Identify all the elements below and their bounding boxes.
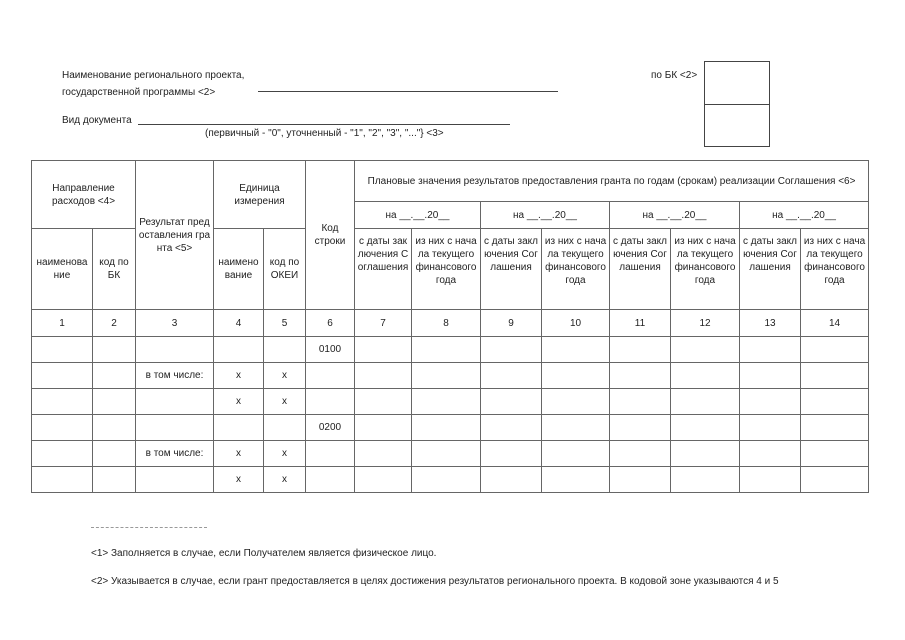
table-cell (542, 441, 610, 467)
period-header: на __.__.20__ (481, 202, 610, 229)
table-cell (264, 337, 306, 363)
column-number: 3 (136, 310, 214, 337)
table-cell (481, 467, 542, 493)
table-cell (355, 441, 412, 467)
column-number: 8 (412, 310, 481, 337)
table-cell (671, 337, 740, 363)
from-year-header: из них с начала текущего финансового года (542, 229, 610, 310)
table-cell: x (264, 467, 306, 493)
unit-code-header: код по ОКЕИ (264, 229, 306, 310)
table-cell (481, 337, 542, 363)
doc-type-line (138, 124, 510, 125)
table-cell (93, 363, 136, 389)
result-header: Результат предоставления гранта <5> (136, 161, 214, 310)
table-cell (32, 337, 93, 363)
table-cell (740, 389, 801, 415)
table-cell: x (264, 363, 306, 389)
table-cell (610, 389, 671, 415)
column-number: 2 (93, 310, 136, 337)
column-number: 9 (481, 310, 542, 337)
table-cell (412, 389, 481, 415)
period-header: на __.__.20__ (740, 202, 869, 229)
from-year-header: из них с начала текущего финансового года (801, 229, 869, 310)
doc-type-code-box (704, 104, 770, 147)
project-label: Наименование регионального проекта, (62, 70, 245, 81)
unit-header: Единица измерения (214, 161, 306, 229)
table-cell (412, 441, 481, 467)
column-number: 11 (610, 310, 671, 337)
column-number: 12 (671, 310, 740, 337)
table-cell (136, 467, 214, 493)
direction-name-header: наименование (32, 229, 93, 310)
table-cell (355, 415, 412, 441)
column-number: 1 (32, 310, 93, 337)
table-cell (355, 337, 412, 363)
table-cell (32, 389, 93, 415)
table-cell (801, 467, 869, 493)
from-date-header: с даты заключения Соглашения (481, 229, 542, 310)
column-number: 13 (740, 310, 801, 337)
direction-header: Направление расходов <4> (32, 161, 136, 229)
table-row (32, 389, 869, 415)
period-header: на __.__.20__ (610, 202, 740, 229)
from-date-header: с даты заключения Соглашения (610, 229, 671, 310)
table-row (32, 337, 869, 363)
table-cell (136, 389, 214, 415)
column-number: 5 (264, 310, 306, 337)
from-year-header: из них с начала текущего финансового года (671, 229, 740, 310)
table-cell (93, 467, 136, 493)
row-code-header: Код строки (306, 161, 355, 310)
table-cell (306, 441, 355, 467)
table-row (32, 363, 869, 389)
table-cell: 0100 (306, 337, 355, 363)
table-cell: 0200 (306, 415, 355, 441)
table-cell (542, 415, 610, 441)
bk-label: по БК <2> (651, 70, 698, 81)
from-year-header: из них с начала текущего финансового года (412, 229, 481, 310)
column-number: 7 (355, 310, 412, 337)
table-cell (740, 337, 801, 363)
table-row (32, 467, 869, 493)
table-cell (481, 389, 542, 415)
planned-values-header: Плановые значения результатов предоставления гранта по годам (срокам) реализации Соглашения <6> (355, 161, 869, 202)
doc-type-label: Вид документа (62, 115, 132, 126)
results-table (31, 160, 869, 493)
table-cell: x (214, 467, 264, 493)
table-cell (412, 337, 481, 363)
column-number: 14 (801, 310, 869, 337)
table-cell (740, 415, 801, 441)
table-cell: x (214, 441, 264, 467)
table-cell (481, 415, 542, 441)
table-cell: x (214, 389, 264, 415)
from-date-header: с даты заключения Соглашения (740, 229, 801, 310)
table-cell (671, 441, 740, 467)
table-cell (93, 415, 136, 441)
table-cell (610, 467, 671, 493)
table-cell (801, 415, 869, 441)
table-cell (801, 363, 869, 389)
table-cell (671, 389, 740, 415)
direction-code-header: код по БК (93, 229, 136, 310)
table-cell (306, 467, 355, 493)
table-cell (32, 467, 93, 493)
table-cell (542, 363, 610, 389)
table-cell (610, 441, 671, 467)
table-cell (355, 363, 412, 389)
table-cell (136, 337, 214, 363)
table-cell (306, 363, 355, 389)
table-cell (671, 363, 740, 389)
table-cell (740, 363, 801, 389)
table-row (32, 415, 869, 441)
table-cell (740, 467, 801, 493)
table-cell (355, 389, 412, 415)
table-cell (32, 363, 93, 389)
table-cell (93, 389, 136, 415)
from-date-header: с даты заключения Соглашения (355, 229, 412, 310)
table-row (32, 441, 869, 467)
table-cell (32, 441, 93, 467)
footnote-1: <1> Заполняется в случае, если Получателем является физическое лицо. (91, 548, 437, 559)
table-cell (610, 415, 671, 441)
table-cell (610, 337, 671, 363)
table-cell (412, 415, 481, 441)
column-number: 10 (542, 310, 610, 337)
table-cell (801, 441, 869, 467)
unit-name-header: наименование (214, 229, 264, 310)
doc-type-hint: (первичный - "0", уточненный - "1", "2", "3", "..."} <3> (205, 128, 444, 139)
project-name-line (258, 91, 558, 92)
table-cell (671, 467, 740, 493)
table-cell (32, 415, 93, 441)
table-cell (801, 337, 869, 363)
bk-code-box (704, 61, 770, 105)
program-label: государственной программы <2> (62, 87, 216, 98)
table-cell (542, 337, 610, 363)
table-cell (801, 389, 869, 415)
column-number: 4 (214, 310, 264, 337)
table-cell (264, 415, 306, 441)
table-cell: x (264, 389, 306, 415)
table-cell (481, 363, 542, 389)
table-cell (610, 363, 671, 389)
footnote-separator (91, 527, 207, 528)
table-cell: x (214, 363, 264, 389)
table-cell (481, 441, 542, 467)
column-number-row (32, 310, 869, 337)
table-cell (412, 467, 481, 493)
table-cell: x (264, 441, 306, 467)
period-header: на __.__.20__ (355, 202, 481, 229)
table-cell (412, 363, 481, 389)
table-cell (214, 337, 264, 363)
table-cell (93, 441, 136, 467)
footnote-2: <2> Указывается в случае, если грант предоставляется в целях достижения результатов регионального проекта. В кодовой зоне указываются 4 и 5 (91, 576, 779, 587)
table-cell: в том числе: (136, 441, 214, 467)
table-cell (136, 415, 214, 441)
table-cell (740, 441, 801, 467)
table-cell (93, 337, 136, 363)
table-cell (214, 415, 264, 441)
table-cell (542, 467, 610, 493)
column-number: 6 (306, 310, 355, 337)
table-cell (355, 467, 412, 493)
table-cell (306, 389, 355, 415)
table-cell (671, 415, 740, 441)
table-cell: в том числе: (136, 363, 214, 389)
table-cell (542, 389, 610, 415)
